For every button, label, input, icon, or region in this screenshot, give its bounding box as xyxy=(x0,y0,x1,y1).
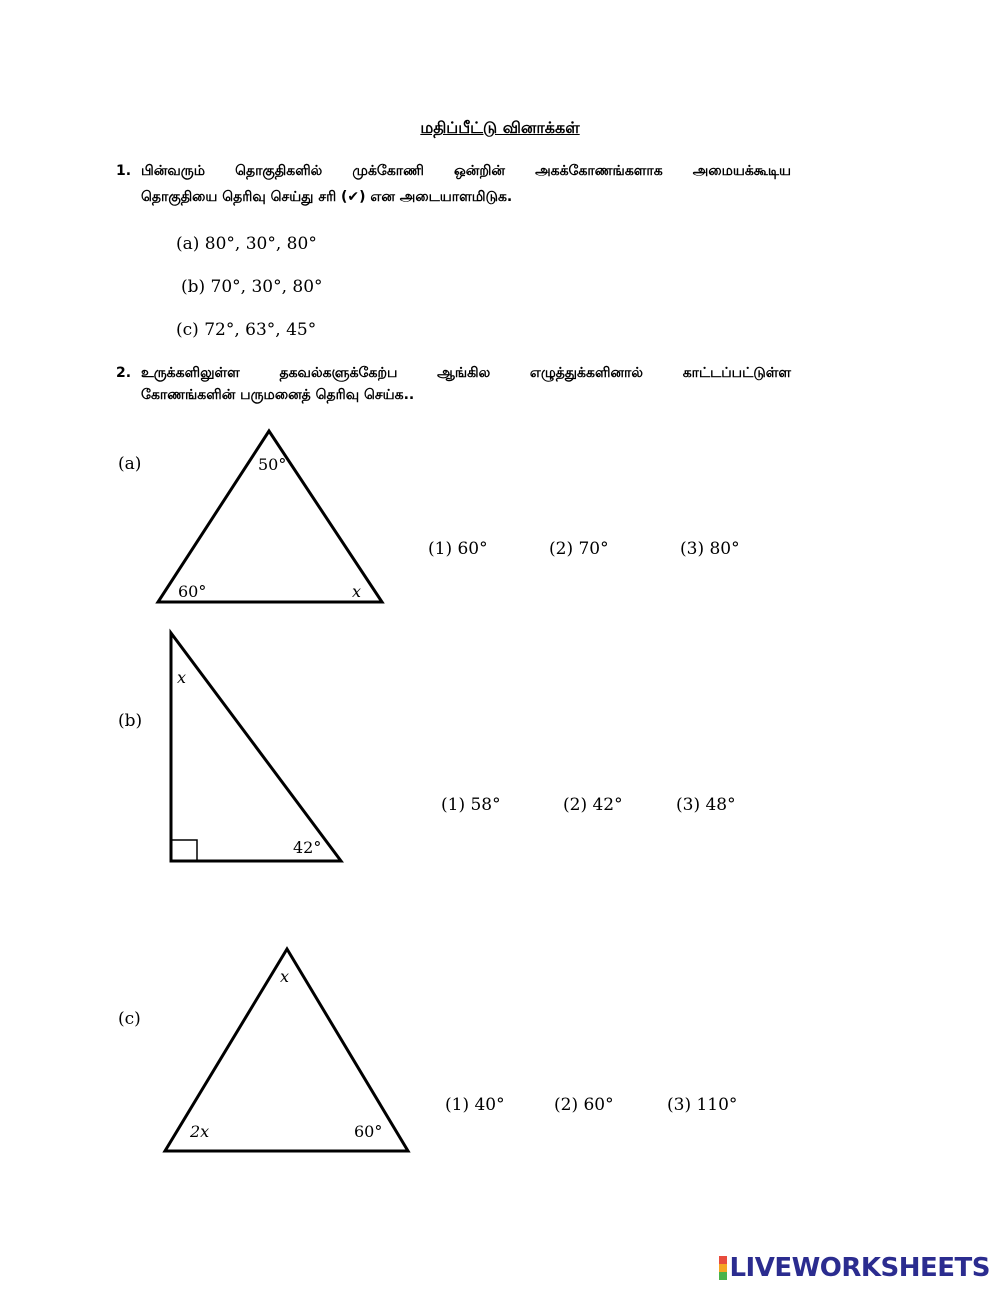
part-c-choice-2[interactable]: (2) 60° xyxy=(554,1095,614,1115)
question-2-number: 2. xyxy=(116,365,132,381)
logo-block-red xyxy=(719,1256,727,1264)
right-angle-marker xyxy=(171,840,197,861)
part-c-choice-3[interactable]: (3) 110° xyxy=(667,1095,738,1115)
part-a-choice-2[interactable]: (2) 70° xyxy=(549,539,609,559)
part-b-choice-2[interactable]: (2) 42° xyxy=(563,795,623,815)
question-1-number: 1. xyxy=(116,163,132,179)
part-a-label: (a) xyxy=(118,454,142,474)
triangle-c-top-angle: x xyxy=(280,967,290,986)
question-2-text-line2: கோணங்களின் பருமனைத் தெரிவு செய்க.. xyxy=(141,387,415,403)
triangle-a-right-angle: x xyxy=(352,582,362,601)
logo-text: LIVEWORKSHEETS xyxy=(729,1253,990,1283)
logo-blocks-icon xyxy=(719,1256,727,1280)
question-1-text-line1: பின்வரும் தொகுதிகளில் முக்கோணி ஒன்றின் அகக்கோணங்களாக அமையக்கூடிய xyxy=(141,163,791,179)
part-a-choice-3[interactable]: (3) 80° xyxy=(680,539,740,559)
part-b-choice-1[interactable]: (1) 58° xyxy=(441,795,501,815)
triangle-a-top-angle: 50° xyxy=(258,455,287,474)
question-1-text-line2: தொகுதியை தெரிவு செய்து சரி (✔) என அடையாளமிடுக. xyxy=(141,189,513,205)
triangle-c-left-angle: 2x xyxy=(190,1122,210,1141)
liveworksheets-logo xyxy=(719,1255,990,1281)
question-2-text-line1: உருக்களிலுள்ள தகவல்களுக்கேற்ப ஆங்கில எழுத்துக்களினால் காட்டப்பட்டுள்ள xyxy=(141,365,791,381)
part-c-choice-1[interactable]: (1) 40° xyxy=(445,1095,505,1115)
part-a-choice-1[interactable]: (1) 60° xyxy=(428,539,488,559)
triangle-b-right-angle: 42° xyxy=(293,838,322,857)
q1-option-b[interactable]: (b) 70°, 30°, 80° xyxy=(181,277,323,297)
triangle-a-left-angle: 60° xyxy=(178,582,207,601)
q1-option-a[interactable]: (a) 80°, 30°, 80° xyxy=(176,234,317,254)
triangle-b xyxy=(171,633,341,861)
part-c-label: (c) xyxy=(118,1009,141,1029)
page-title: மதிப்பீட்டு வினாக்கள் xyxy=(420,118,580,137)
logo-block-green xyxy=(719,1272,727,1280)
part-b-label: (b) xyxy=(118,711,143,731)
logo-block-orange xyxy=(719,1264,727,1272)
part-b-choice-3[interactable]: (3) 48° xyxy=(676,795,736,815)
triangle-c-right-angle: 60° xyxy=(354,1122,383,1141)
q1-option-c[interactable]: (c) 72°, 63°, 45° xyxy=(176,320,317,340)
triangle-b-top-angle: x xyxy=(177,668,187,687)
